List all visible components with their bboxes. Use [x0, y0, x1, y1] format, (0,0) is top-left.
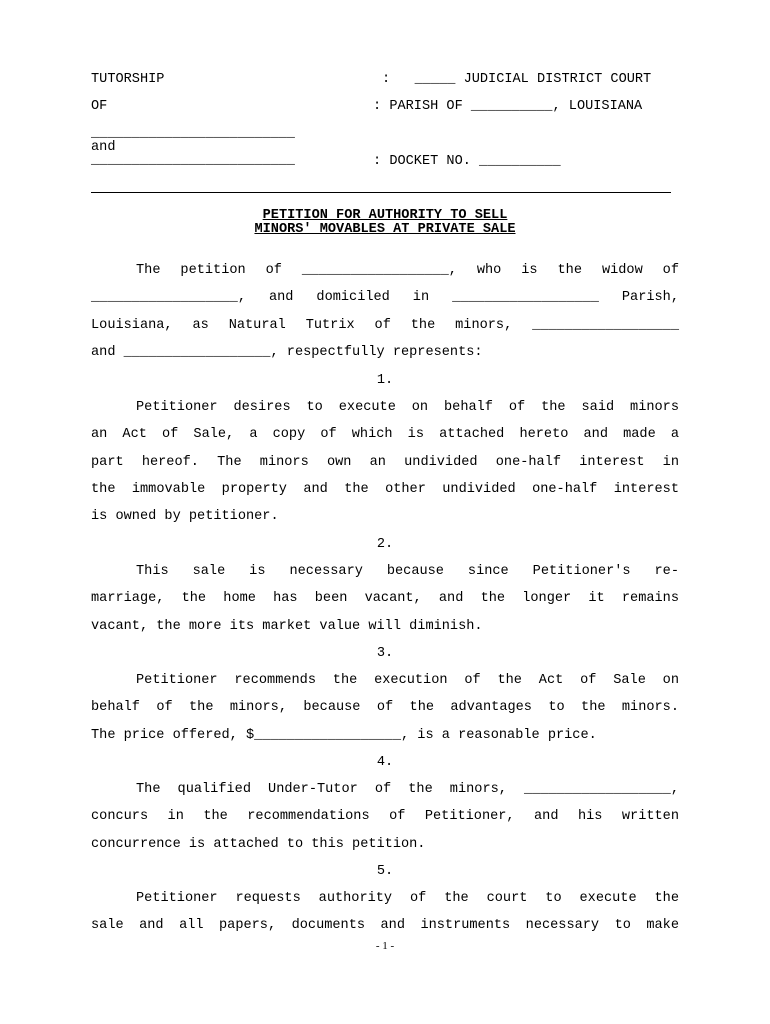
document-title-line-2: MINORS' MOVABLES AT PRIVATE SALE — [254, 222, 516, 237]
section-line: the immovable property and the other undivided one-half interest — [91, 481, 679, 497]
caption-and-label: and — [91, 140, 116, 155]
section-line: The price offered, $__________________, is a reasonable price. — [91, 727, 597, 743]
section-number-4: 4. — [376, 755, 394, 770]
section-line: part hereof. The minors own an undivided one-half interest in — [91, 454, 679, 470]
section-4-paragraph — [91, 776, 679, 858]
section-line: concurrence is attached to this petition. — [91, 836, 426, 852]
section-line: is owned by petitioner. — [91, 509, 279, 525]
caption-docket-label: : DOCKET NO. __________ — [373, 154, 561, 169]
section-line: behalf of the minors, because of the advantages to the minors. — [91, 700, 679, 716]
section-3-paragraph — [91, 667, 679, 749]
intro-line: Louisiana, as Natural Tutrix of the minors, __________________ — [91, 317, 679, 333]
section-line: This sale is necessary because since Petitioner's re- — [136, 564, 679, 579]
page-number: - 1 - — [375, 940, 395, 952]
caption-minor-name-blank: _________________________ — [91, 126, 295, 141]
section-number-3: 3. — [376, 646, 394, 661]
intro-line: and __________________, respectfully represents: — [91, 344, 483, 360]
intro-paragraph — [91, 257, 679, 366]
section-5-paragraph — [91, 885, 679, 940]
caption-tutorship-label: TUTORSHIP — [91, 72, 165, 87]
section-line: concurs in the recommendations of Petitioner, and his written — [91, 809, 679, 825]
section-line: sale and all papers, documents and instruments necessary to make — [91, 918, 679, 934]
section-number-5: 5. — [376, 864, 394, 879]
section-1-paragraph — [91, 394, 679, 530]
section-line: marriage, the home has been vacant, and the longer it remains — [91, 591, 679, 607]
document-title-line-1: PETITION FOR AUTHORITY TO SELL — [262, 208, 508, 223]
section-line: Petitioner recommends the execution of the Act of Sale on — [136, 673, 679, 688]
section-line: vacant, the more its market value will diminish. — [91, 618, 483, 634]
section-line: an Act of Sale, a copy of which is attached hereto and made a — [91, 427, 679, 443]
intro-line: __________________, and domiciled in __________________ Parish, — [91, 290, 679, 306]
section-2-paragraph — [91, 558, 679, 640]
caption-court-label: : _____ JUDICIAL DISTRICT COURT — [382, 72, 652, 87]
section-line: Petitioner requests authority of the court to execute the — [136, 891, 679, 906]
caption-divider — [91, 192, 671, 193]
section-number-2: 2. — [376, 537, 394, 552]
section-line: The qualified Under-Tutor of the minors, __________________, — [136, 782, 679, 797]
section-number-1: 1. — [376, 373, 394, 388]
caption-minor-name-blank-2: _________________________ — [91, 153, 295, 168]
caption-parish-label: : PARISH OF __________, LOUISIANA — [373, 99, 643, 114]
caption-of-label: OF — [91, 99, 108, 114]
section-line: Petitioner desires to execute on behalf of the said minors — [136, 400, 679, 415]
intro-line: The petition of __________________, who is the widow of — [136, 263, 679, 278]
